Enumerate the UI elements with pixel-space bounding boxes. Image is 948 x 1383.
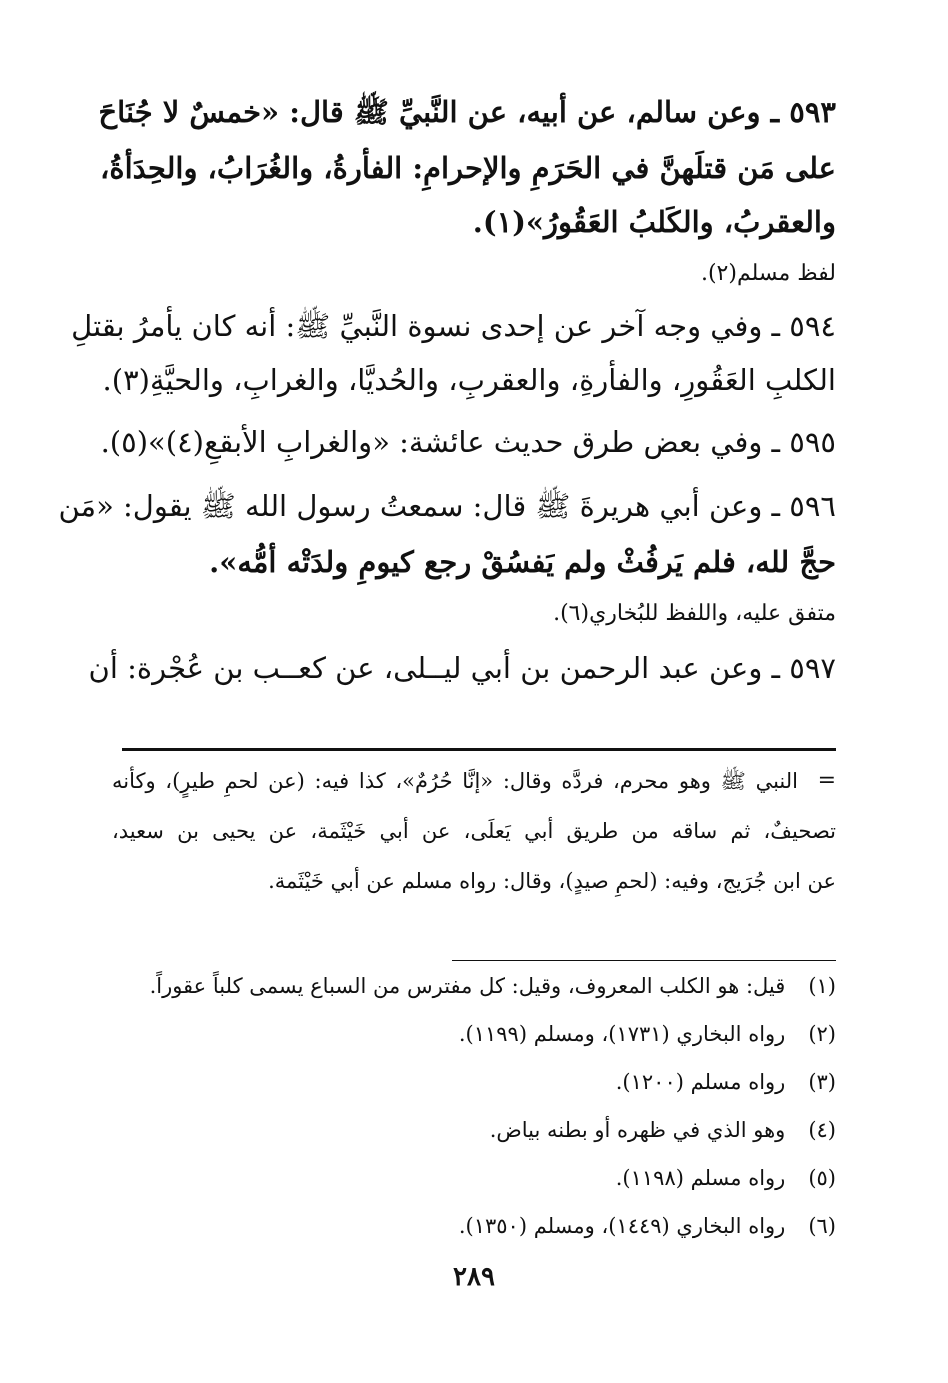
hadith-594-line-2: الكلبِ العَقُورِ، والفأرةِ، والعقربِ، والحُديَّا، والغرابِ، والحيَّةِ(٣). (102, 363, 836, 397)
footnote-text: رواه مسلم (١١٩٨). (615, 1166, 786, 1190)
footnote-4 (112, 1114, 836, 1150)
page-number: ٢٨٩ (453, 1262, 495, 1292)
footnote-text: قيل: هو الكلب المعروف، وقيل: كل مفترس من السباع يسمى كلباً عقوراً. (149, 974, 786, 998)
footnote-3 (112, 1066, 836, 1102)
footnote-text: رواه مسلم (١٢٠٠). (615, 1070, 786, 1094)
footnote-2 (112, 1018, 836, 1054)
footnote-number: (٦) (808, 1214, 836, 1238)
footnote-text: رواه البخاري (١٤٤٩)، ومسلم (١٣٥٠). (458, 1214, 786, 1238)
footnote-separator (452, 960, 836, 961)
footnote-6 (112, 1210, 836, 1246)
hadith-596-line-2: حجَّ لله، فلم يَرفُثْ ولم يَفسُقْ رجع كيومِ ولدَتْه أمُّه». (209, 545, 836, 579)
hadith-593-line-3: والعقربُ، والكَلبُ العَقُورُ»(١). (472, 205, 836, 239)
hadith-594-line-1: ٥٩٤ ـ وفي وجه آخر عن إحدى نسوة النَّبيِّ ﷺ: أنه كان يأمرُ بقتلِ (71, 309, 836, 343)
footnote-text: رواه البخاري (١٧٣١)، ومسلم (١١٩٩). (458, 1022, 786, 1046)
hadith-593-source: لفظ مسلم(٢). (700, 261, 836, 286)
footnote-number: (١) (808, 974, 836, 998)
footnote-text: وهو الذي في ظهره أو بطنه بياض. (489, 1118, 786, 1142)
footnote-number: (٥) (808, 1166, 836, 1190)
footnote-5 (112, 1162, 836, 1198)
hadith-596-source: متفق عليه، واللفظ للبُخاري(٦). (553, 601, 836, 626)
main-footnote-separator (122, 748, 836, 751)
hadith-596-line-1: ٥٩٦ ـ وعن أبي هريرةَ ﷺ قال: سمعتُ رسول الله ﷺ يقول: «مَن (58, 489, 836, 523)
continuation-line-3: عن ابن جُرَيج، وفيه: (لحمِ صيدٍ)، وقال: رواه مسلم عن أبي خَيْثَمة. (268, 869, 836, 893)
hadith-593-line-1: ٥٩٣ ـ وعن سالم، عن أبيه، عن النَّبيِّ ﷺ قال: «خمسٌ لا جُنَاحَ (98, 95, 836, 129)
hadith-593-line-2: على مَن قتلَهنَّ في الحَرَمِ والإحرامِ: الفأرةُ، والغُرَابُ، والحِدَأةُ، (100, 151, 836, 185)
footnote-number: (٢) (808, 1022, 836, 1046)
footnote-number: (٤) (808, 1118, 836, 1142)
hadith-597-line-1: ٥٩٧ ـ وعن عبد الرحمن بن أبي ليــلى، عن كعــب بن عُجْرة: أن (88, 651, 836, 685)
continuation-line-2: تصحيفٌ، ثم ساقه من طريق أبي يَعلَى، عن أبي خَيْثَمة، عن يحيى بن سعيد، (112, 819, 836, 843)
footnote-number: (٣) (808, 1070, 836, 1094)
hadith-595-line-1: ٥٩٥ ـ وفي بعض طرق حديث عائشة: «والغرابِ الأبقعِ(٤)»(٥). (100, 425, 836, 459)
continuation-line-1: النبي ﷺ وهو محرم، فردَّه وقال: «إنَّا حُرُمٌ»، كذا فيه: (عن لحمِ طيرٍ)، وكأنه (112, 769, 798, 793)
continuation-marker: = (817, 768, 836, 793)
footnote-1 (112, 970, 836, 1006)
